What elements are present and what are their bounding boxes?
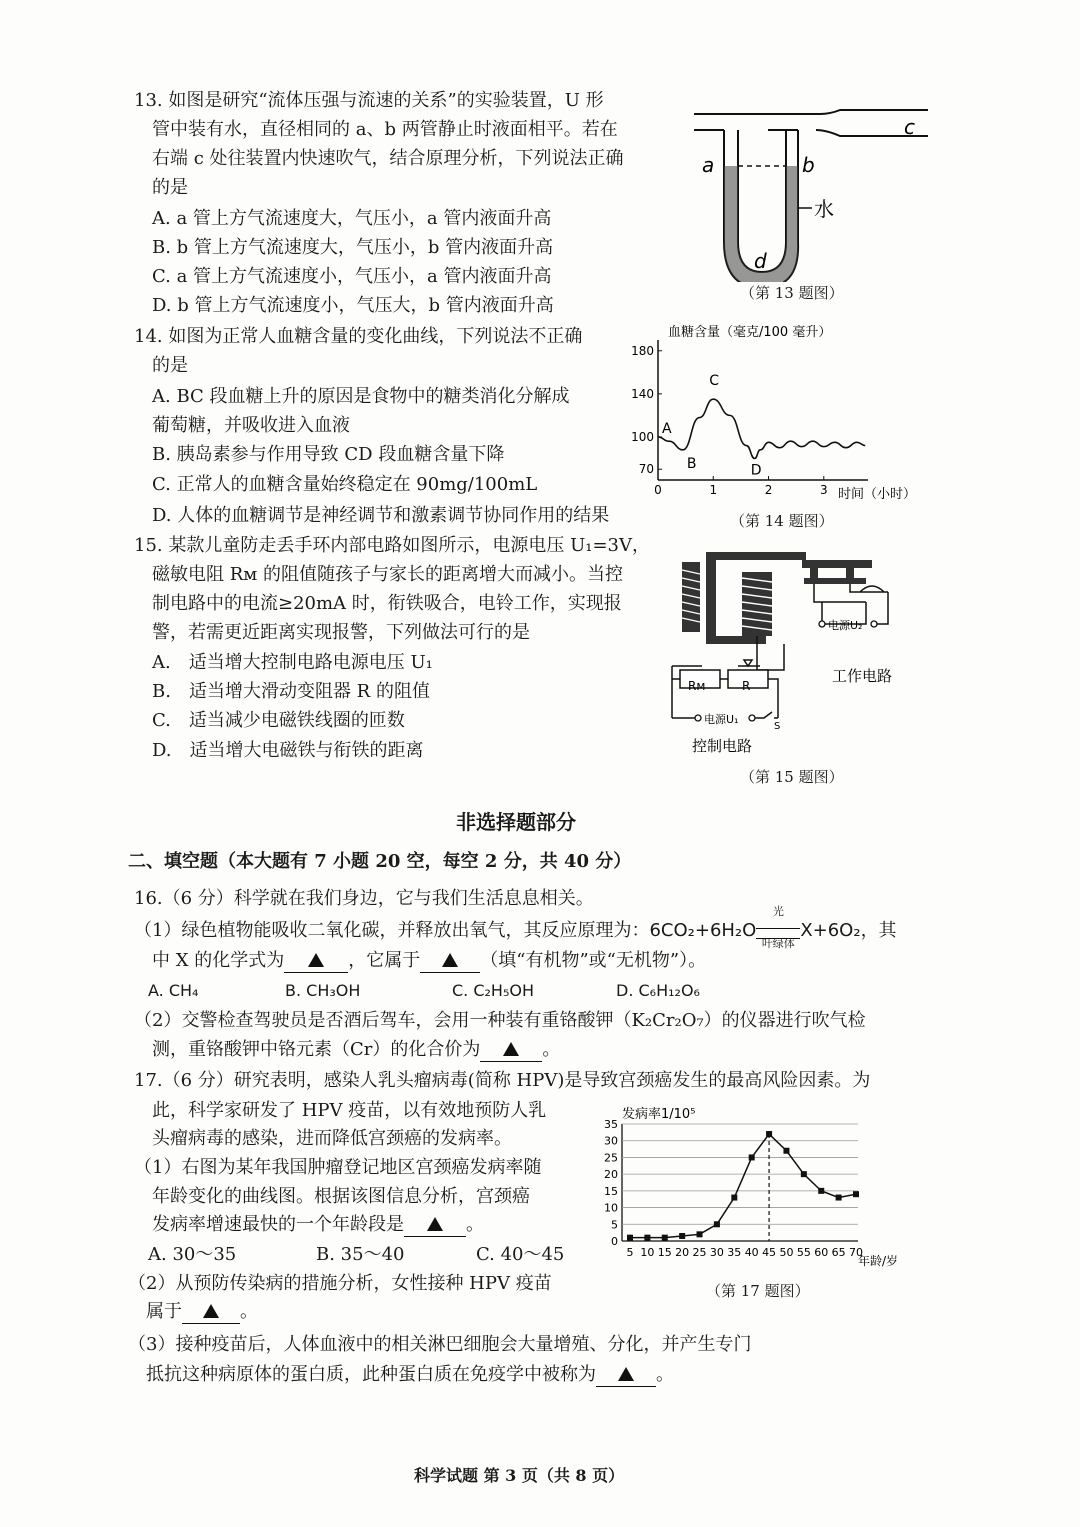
q14-x-tick-label: 3 (819, 483, 828, 497)
q16-sub1-tail: ，其 (860, 920, 897, 941)
q16-equation-left: 6CO₂+6H₂O (649, 920, 757, 941)
q17-sub3-text: 。 (656, 1364, 674, 1385)
q13-label-b: b (802, 153, 815, 177)
answer-triangle-icon (203, 1304, 219, 1318)
q16-sub1-line2 (152, 948, 706, 974)
q17-x-tick-label: 30 (709, 1246, 724, 1259)
q15-stem-line: 磁敏电阻 Rм 的阻值随孩子与家长的距离增大而减小。当控 (152, 564, 623, 585)
q16-sub1-text: 中 X 的化学式为 (152, 950, 285, 971)
q17-incidence-chart (596, 1100, 926, 1270)
q13-stem-line: 13. 如图是研究“流体压强与流速的关系”的实验装置，U 形 (134, 90, 604, 111)
q13-option-a: A. a 管上方气流速度大，气压小，a 管内液面升高 (152, 208, 552, 229)
q17-x-tick-label: 15 (657, 1246, 672, 1259)
q14-blood-sugar-chart (628, 318, 933, 508)
q17-blank-1[interactable] (404, 1214, 466, 1237)
q17-x-tick-label: 5 (626, 1246, 634, 1259)
q13-option-b: B. b 管上方气流速度大，气压小，b 管内液面升高 (152, 237, 554, 258)
q14-option-b: B. 胰岛素参与作用导致 CD 段血糖含量下降 (152, 444, 505, 465)
q17-sub2-line2 (146, 1299, 258, 1325)
q16-equation-condition-top: 光 (772, 904, 784, 918)
q17-sub2-line1: （2）从预防传染病的措施分析，女性接种 HPV 疫苗 (128, 1273, 552, 1294)
q14-chart-ylabel: 血糖含量（毫克/100 毫升） (668, 325, 832, 340)
q15-stem-line: 15. 某款儿童防走丢手环内部电路如图所示，电源电压 U₁=3V， (134, 535, 650, 556)
q17-y-tick-label: 0 (611, 1235, 618, 1248)
q17-curve (630, 1134, 856, 1238)
q14-option-c: C. 正常人的血糖含量始终稳定在 90mg/100mL (152, 474, 538, 495)
q13-stem-line: 的是 (152, 177, 188, 198)
q16-blank-1[interactable] (284, 950, 348, 973)
q17-stem-line: 头瘤病毒的感染，进而降低宫颈癌的发病率。 (152, 1128, 512, 1149)
q17-sub1-line: （1）右图为某年我国肿瘤登记地区宫颈癌发病率随 (134, 1157, 542, 1178)
q16-stem: 16.（6 分）科学就在我们身边，它与我们生活息息相关。 (134, 888, 594, 909)
q14-point-label: A (662, 420, 672, 437)
q17-data-point (714, 1221, 720, 1227)
q17-sub3-line1: （3）接种疫苗后，人体血液中的相关淋巴细胞会大量增殖、分化，并产生专门 (128, 1334, 752, 1355)
q16-sub1-text: （1）绿色植物能吸收二氧化碳，并释放出氧气，其反应原理为： (134, 920, 650, 941)
q14-y-tick-label: 180 (631, 343, 654, 358)
q17-option-c: C. 40～45 (476, 1244, 565, 1265)
q15-label-source2: 电源U₂ (828, 619, 863, 632)
q17-sub3-line2 (146, 1362, 674, 1388)
q15-caption: （第 15 题图） (740, 768, 844, 786)
q16-equation-right: X+6O₂ (800, 920, 861, 941)
q16-blank-3[interactable] (480, 1039, 542, 1062)
q17-x-tick-label: 60 (814, 1246, 829, 1259)
q16-sub1-text: ，它属于 (348, 950, 421, 971)
q16-sub2-line2 (152, 1037, 560, 1063)
page-footer: 科学试题 第 3 页（共 8 页） (414, 1466, 625, 1485)
q15-option-b: B. 适当增大滑动变阻器 R 的阻值 (152, 681, 430, 702)
q15-label-control-circuit: 控制电路 (692, 737, 753, 755)
q13-stem-line: 管中装有水，直径相同的 a、b 两管静止时液面相平。若在 (152, 119, 618, 140)
q14-x-tick-label: 2 (764, 483, 773, 497)
q17-data-point (697, 1231, 703, 1237)
section-fill-in-blank: 二、填空题（本大题有 7 小题 20 空，每空 2 分，共 40 分） (128, 851, 632, 872)
q15-label-rm: Rм (688, 679, 706, 693)
q16-equation-condition-bottom: 叶绿体 (761, 936, 795, 950)
q17-sub3-text: 抵抗这种病原体的蛋白质，此种蛋白质在免疫学中被称为 (146, 1364, 596, 1385)
part2-heading: 非选择题部分 (456, 810, 576, 834)
q15-option-a: A. 适当增大控制电路电源电压 U₁ (152, 652, 433, 673)
answer-triangle-icon (503, 1042, 519, 1056)
q17-data-point (801, 1171, 807, 1177)
q14-stem-line: 14. 如图为正常人血糖含量的变化曲线，下列说法不正确 (134, 326, 583, 347)
q17-y-tick-label: 5 (611, 1218, 618, 1232)
q17-blank-3[interactable] (596, 1364, 656, 1387)
q14-caption: （第 14 题图） (730, 512, 834, 530)
q16-sub1-line1 (134, 904, 897, 950)
q17-y-tick-label: 35 (604, 1118, 618, 1131)
q13-caption: （第 13 题图） (740, 284, 844, 302)
q17-sub2-text: 属于 (146, 1301, 182, 1322)
q17-option-b: B. 35～40 (316, 1244, 405, 1265)
answer-triangle-icon (618, 1367, 634, 1381)
q15-option-c: C. 适当减少电磁铁线圈的匝数 (152, 710, 405, 731)
q17-option-a: A. 30～35 (148, 1244, 237, 1265)
q17-x-tick-label: 70 (849, 1246, 863, 1259)
q15-option-d: D. 适当增大电磁铁与衔铁的距离 (152, 740, 424, 761)
q14-stem-line: 的是 (152, 355, 188, 376)
q17-stem-line: 此，科学家研发了 HPV 疫苗，以有效地预防人乳 (152, 1100, 547, 1121)
q17-y-tick-label: 25 (604, 1151, 618, 1165)
q17-sub1-line3 (152, 1212, 484, 1238)
q14-option-a-cont: 葡萄糖，并吸收进入血液 (152, 415, 350, 436)
q17-y-tick-label: 20 (604, 1168, 618, 1182)
q17-x-tick-label: 45 (762, 1246, 777, 1259)
q13-label-water: 水 (814, 197, 834, 221)
q17-sub1-line: 年龄变化的曲线图。根据该图信息分析，宫颈癌 (152, 1186, 530, 1207)
q17-sub1-text: 发病率增速最快的一个年龄段是 (152, 1214, 404, 1235)
q15-label-source1: 电源U₁ (704, 713, 739, 726)
q17-x-tick-label: 40 (744, 1246, 759, 1259)
q17-data-point (662, 1235, 668, 1241)
q17-data-point (836, 1195, 842, 1201)
q17-data-point (644, 1235, 650, 1241)
q17-data-point (679, 1233, 685, 1239)
q17-chart-ylabel: 发病率1/10⁵ (622, 1107, 696, 1122)
q16-equation-arrow (756, 904, 800, 950)
q16-option-b: B. CH₃OH (285, 981, 361, 1000)
q13-label-a: a (702, 153, 715, 177)
q17-y-tick-label: 10 (604, 1201, 618, 1215)
q14-point-label: B (686, 455, 697, 472)
q14-y-tick-label: 100 (631, 429, 654, 444)
q17-x-tick-label: 55 (796, 1246, 811, 1259)
q15-label-work-circuit: 工作电路 (832, 667, 893, 685)
q14-option-a: A. BC 段血糖上升的原因是食物中的糖类消化分解成 (152, 386, 570, 407)
q17-data-point (627, 1235, 633, 1241)
q15-stem-line: 警，若需更近距离实现报警，下列做法可行的是 (152, 622, 530, 643)
q16-sub2-text: 。 (542, 1039, 561, 1060)
q13-option-c: C. a 管上方气流速度小，气压小，a 管内液面升高 (152, 266, 552, 287)
q14-x-tick-label: 1 (709, 483, 718, 497)
q17-sub1-text: 。 (466, 1214, 484, 1235)
q14-curve (658, 399, 865, 458)
q15-label-r: R (742, 679, 751, 693)
q14-chart-xlabel: 时间（小时） (838, 487, 917, 502)
q13-label-d: d (754, 249, 767, 273)
q16-option-d: D. C₆H₁₂O₆ (616, 981, 700, 1000)
q13-stem-line: 右端 c 处往装置内快速吹气，结合原理分析，下列说法正确 (152, 148, 624, 169)
q13-u-tube-figure (690, 92, 940, 282)
q16-sub2-line1: （2）交警检查驾驶员是否酒后驾车，会用一种装有重铬酸钾（K₂Cr₂O₇）的仪器进行吹气检 (134, 1010, 866, 1031)
q17-x-tick-label: 50 (779, 1246, 794, 1259)
q16-sub1-text: （填“有机物”或“无机物”）。 (480, 950, 707, 971)
answer-triangle-icon (442, 953, 458, 967)
q16-blank-2[interactable] (420, 950, 480, 973)
q17-data-point (731, 1195, 737, 1201)
q16-option-a: A. CH₄ (148, 981, 199, 1000)
q13-label-c: c (904, 115, 915, 139)
q14-x-tick-label: 0 (654, 483, 662, 497)
q17-sub2-text: 。 (240, 1301, 258, 1322)
q14-point-label: C (709, 373, 720, 390)
q17-x-tick-label: 25 (692, 1246, 707, 1259)
q17-y-tick-label: 30 (604, 1134, 618, 1148)
q14-y-tick-label: 70 (638, 462, 654, 477)
q17-chart-xlabel: 年龄/岁 (858, 1254, 899, 1268)
q15-circuit-figure (662, 548, 924, 764)
q17-data-point (853, 1191, 859, 1197)
q17-stem-line1: 17.（6 分）研究表明，感染人乳头瘤病毒(简称 HPV)是导致宫颈癌发生的最高风险因素。为 (134, 1070, 871, 1091)
q17-data-point (783, 1148, 789, 1154)
answer-triangle-icon (308, 953, 324, 967)
q17-blank-2[interactable] (182, 1301, 240, 1324)
q15-stem-line: 制电路中的电流≥20mA 时，衔铁吸合，电铃工作，实现报 (152, 593, 622, 614)
q15-label-s: S (774, 721, 781, 732)
q16-option-c: C. C₂H₅OH (452, 981, 534, 1000)
q17-x-tick-label: 20 (675, 1246, 690, 1259)
q17-caption: （第 17 题图） (706, 1282, 810, 1300)
q14-option-d: D. 人体的血糖调节是神经调节和激素调节协同作用的结果 (152, 505, 610, 526)
q14-point-label: D (750, 462, 762, 479)
q17-data-point (818, 1188, 824, 1194)
q17-data-point (766, 1131, 772, 1137)
answer-triangle-icon (427, 1217, 443, 1231)
q17-x-tick-label: 65 (831, 1246, 846, 1259)
q16-sub2-text: 测，重铬酸钾中铬元素（Cr）的化合价为 (152, 1039, 481, 1060)
q17-x-tick-label: 35 (727, 1246, 742, 1259)
q17-y-tick-label: 15 (604, 1184, 618, 1198)
q13-option-d: D. b 管上方气流速度小，气压大，b 管内液面升高 (152, 295, 554, 316)
q17-x-tick-label: 10 (640, 1246, 655, 1259)
q17-data-point (749, 1154, 755, 1160)
q14-y-tick-label: 140 (631, 386, 654, 401)
